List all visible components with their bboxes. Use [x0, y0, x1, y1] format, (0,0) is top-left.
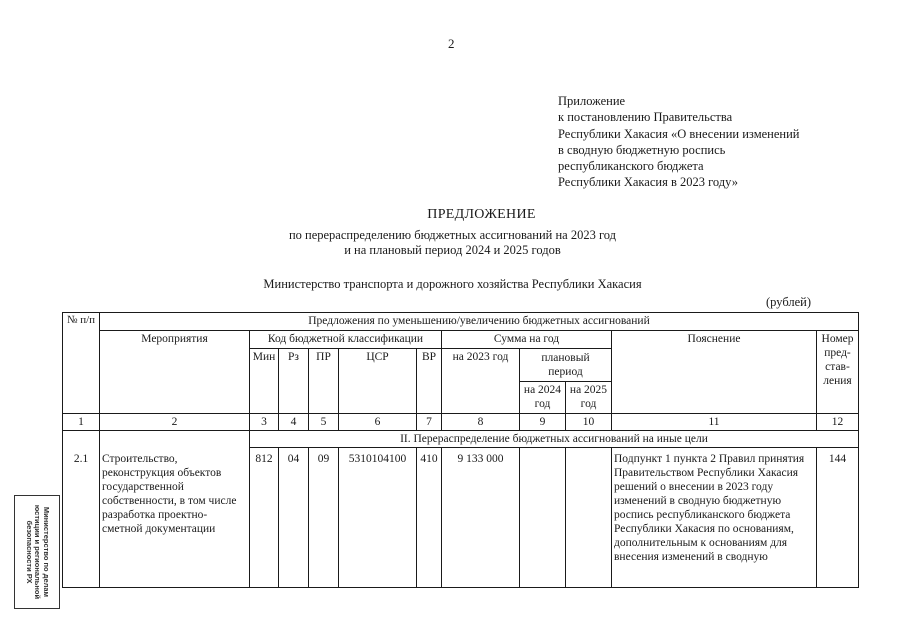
- appendix-line: в сводную бюджетную роспись: [558, 142, 726, 157]
- column-number: 6: [339, 414, 417, 431]
- row-sum-2024: [520, 448, 566, 588]
- document-subtitle-line-2: и на плановый период 2024 и 2025 годов: [344, 243, 561, 257]
- column-number: 7: [417, 414, 442, 431]
- proposals-header: Предложения по уменьшению/увеличению бюджетных ассигнований: [100, 313, 859, 331]
- header-col-number: № п/п: [63, 313, 100, 414]
- column-number: 2: [100, 414, 250, 431]
- header-budget-code: Код бюджетной классификации: [250, 331, 442, 349]
- page-number: 2: [448, 36, 455, 51]
- appendix-line: Приложение: [558, 94, 626, 108]
- section-header: II. Перераспределение бюджетных ассигнований на иные цели: [250, 431, 859, 448]
- column-number: 12: [817, 414, 859, 431]
- row-sum-2023: 9 133 000: [442, 448, 520, 588]
- ministry-name: Министерство транспорта и дорожного хозяйства Республики Хакасия: [263, 277, 642, 291]
- header-csr: ЦСР: [339, 349, 417, 414]
- row-sum-2025: [566, 448, 612, 588]
- header-pr: ПР: [309, 349, 339, 414]
- header-explanation: Пояснение: [612, 331, 817, 414]
- ministry-stamp: [14, 495, 60, 609]
- appendix-line: Республики Хакасия в 2023 году»: [558, 175, 738, 190]
- header-vr: ВР: [417, 349, 442, 414]
- section-blank: [100, 431, 250, 448]
- appendix-line: республиканского бюджета: [558, 159, 704, 174]
- header-min: Мин: [250, 349, 279, 414]
- column-number: 1: [63, 414, 100, 431]
- stamp-line: юстиции и региональной: [33, 504, 43, 600]
- header-planned-period: плановый период: [520, 349, 612, 382]
- document-title: ПРЕДЛОЖЕНИЕ: [427, 207, 536, 222]
- row-number: 2.1: [63, 448, 100, 588]
- table-row: [63, 448, 859, 588]
- column-number: 3: [250, 414, 279, 431]
- column-number: 10: [566, 414, 612, 431]
- header-sum: Сумма на год: [442, 331, 612, 349]
- column-number: 4: [279, 414, 309, 431]
- row-pr: 09: [309, 448, 339, 588]
- header-2023: на 2023 год: [442, 349, 520, 414]
- column-number: 9: [520, 414, 566, 431]
- header-2025: на 2025 год: [566, 382, 612, 414]
- header-measures: Мероприятия: [100, 331, 250, 414]
- row-min: 812: [250, 448, 279, 588]
- column-number: 5: [309, 414, 339, 431]
- section-blank: [63, 431, 100, 448]
- appendix-note: [558, 93, 799, 191]
- currency-units: (рублей): [766, 295, 812, 309]
- header-2024: на 2024 год: [520, 382, 566, 414]
- column-number: 11: [612, 414, 817, 431]
- appendix-line: Республики Хакасия «О внесении изменений: [558, 126, 800, 141]
- appendix-line: к постановлению Правительства: [558, 110, 733, 125]
- row-vr: 410: [417, 448, 442, 588]
- stamp-line: безопасности РХ: [24, 520, 34, 584]
- budget-table: [62, 312, 859, 588]
- row-measure: Строительство, реконструкция объектов государственной собственности, в том числе разработка проектно-сметной документации: [100, 448, 250, 588]
- row-csr: 5310104100: [339, 448, 417, 588]
- stamp-line: Министерство по делам: [41, 506, 51, 598]
- row-rz: 04: [279, 448, 309, 588]
- row-submission-number: 144: [817, 448, 859, 588]
- header-submission-number: Номер пред-став-ления: [817, 331, 859, 414]
- row-explanation: Подпункт 1 пункта 2 Правил принятия Правительством Республики Хакасия решений о внесении в 2023 году изменений в сводную бюджетную роспись республиканского бюджета Республики Хакасия по основаниям, дополнительным к основаниям для внесения изменений в сводную: [612, 448, 817, 588]
- column-number: 8: [442, 414, 520, 431]
- header-rz: Рз: [279, 349, 309, 414]
- document-subtitle-line-1: по перераспределению бюджетных ассигнований на 2023 год: [288, 228, 617, 242]
